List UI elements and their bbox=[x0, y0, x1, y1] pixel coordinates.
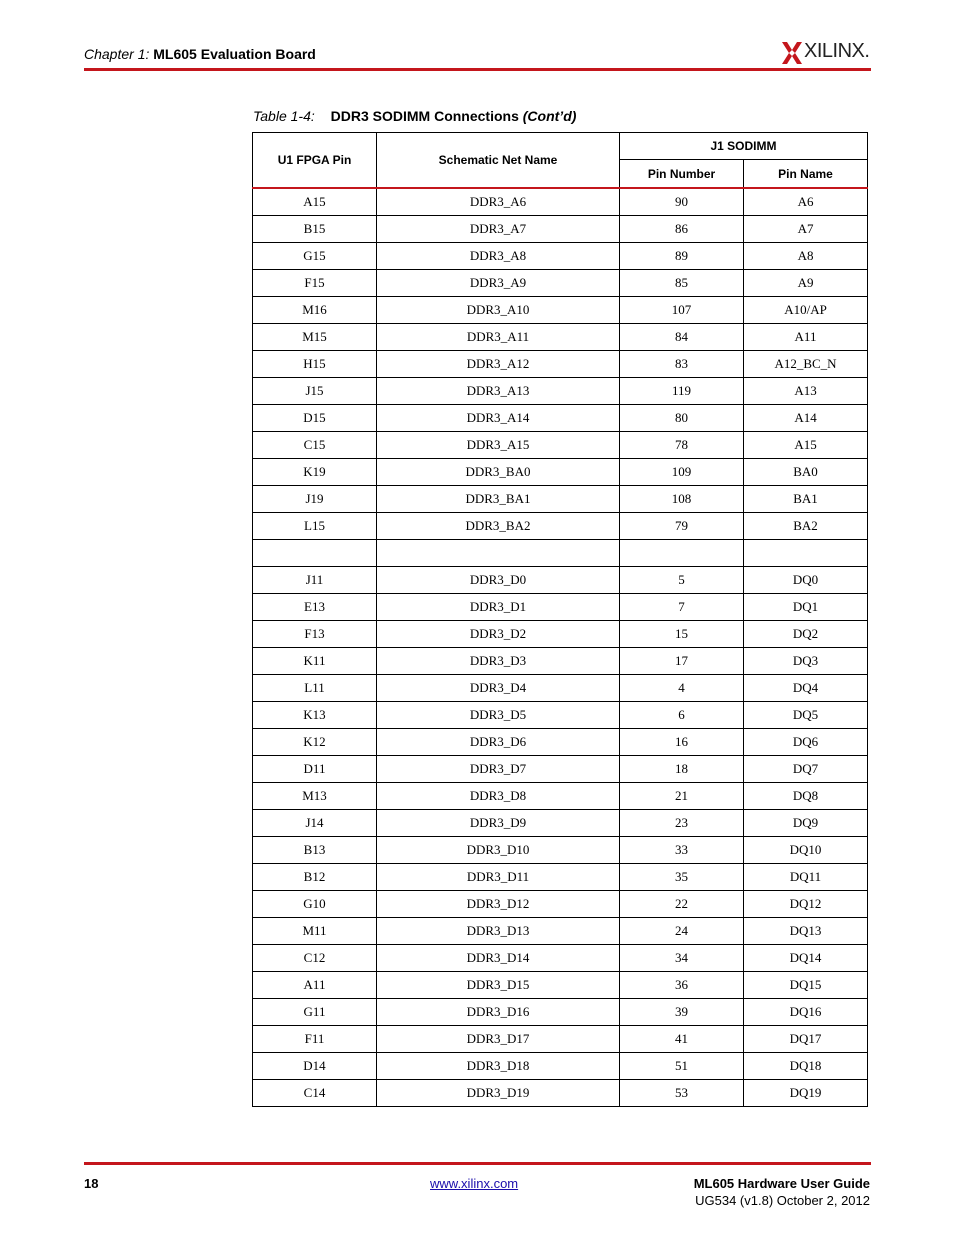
table-row bbox=[253, 891, 868, 918]
cell-pin-name: DQ13 bbox=[744, 918, 868, 945]
cell-pin-name: A7 bbox=[744, 216, 868, 243]
cell-pin-number: 41 bbox=[620, 1026, 744, 1053]
table-row bbox=[253, 216, 868, 243]
cell-pin-name: A8 bbox=[744, 243, 868, 270]
cell-net-name: DDR3_A9 bbox=[377, 270, 620, 297]
cell-net-name: DDR3_A6 bbox=[377, 188, 620, 216]
cell-net-name: DDR3_A13 bbox=[377, 378, 620, 405]
table-row bbox=[253, 432, 868, 459]
cell-fpga-pin: M13 bbox=[253, 783, 377, 810]
cell-fpga-pin: E13 bbox=[253, 594, 377, 621]
cell-fpga-pin: L11 bbox=[253, 675, 377, 702]
table-row bbox=[253, 621, 868, 648]
table-row bbox=[253, 351, 868, 378]
cell-net-name: DDR3_D16 bbox=[377, 999, 620, 1026]
cell-pin-number: 108 bbox=[620, 486, 744, 513]
cell-fpga-pin: J11 bbox=[253, 567, 377, 594]
col-header-group: J1 SODIMM bbox=[620, 133, 868, 160]
cell-pin-number: 33 bbox=[620, 837, 744, 864]
cell-pin-name: DQ8 bbox=[744, 783, 868, 810]
cell-pin-name: DQ18 bbox=[744, 1053, 868, 1080]
table-row bbox=[253, 864, 868, 891]
doc-revision: UG534 (v1.8) October 2, 2012 bbox=[695, 1193, 870, 1208]
cell-fpga-pin: D11 bbox=[253, 756, 377, 783]
cell-pin-number: 80 bbox=[620, 405, 744, 432]
cell-pin-number: 85 bbox=[620, 270, 744, 297]
cell-pin-number: 109 bbox=[620, 459, 744, 486]
cell-pin-name: DQ14 bbox=[744, 945, 868, 972]
cell-net-name: DDR3_D4 bbox=[377, 675, 620, 702]
cell-pin-number: 17 bbox=[620, 648, 744, 675]
chapter-heading bbox=[84, 46, 316, 62]
cell-pin-number: 83 bbox=[620, 351, 744, 378]
table-row bbox=[253, 783, 868, 810]
table-row bbox=[253, 675, 868, 702]
cell-fpga-pin: K12 bbox=[253, 729, 377, 756]
table-row bbox=[253, 594, 868, 621]
cell-pin-name: A15 bbox=[744, 432, 868, 459]
cell-net-name: DDR3_D12 bbox=[377, 891, 620, 918]
table-row bbox=[253, 945, 868, 972]
cell-fpga-pin: A15 bbox=[253, 188, 377, 216]
col-header-pin-number: Pin Number bbox=[620, 160, 744, 189]
cell-pin-number: 51 bbox=[620, 1053, 744, 1080]
table-row bbox=[253, 297, 868, 324]
table-caption-title: DDR3 SODIMM Connections bbox=[330, 108, 519, 124]
table-row bbox=[253, 810, 868, 837]
cell-net-name: DDR3_D9 bbox=[377, 810, 620, 837]
ddr3-connections-table bbox=[252, 132, 868, 1107]
table-row bbox=[253, 540, 868, 567]
table-row bbox=[253, 1026, 868, 1053]
xilinx-logo bbox=[782, 40, 872, 66]
cell-fpga-pin: C15 bbox=[253, 432, 377, 459]
cell-fpga-pin: G11 bbox=[253, 999, 377, 1026]
cell-pin-number: 35 bbox=[620, 864, 744, 891]
cell-pin-number: 16 bbox=[620, 729, 744, 756]
table-caption-label: Table 1-4: bbox=[253, 108, 315, 124]
table-row bbox=[253, 999, 868, 1026]
cell-pin-name: A14 bbox=[744, 405, 868, 432]
table-caption bbox=[253, 108, 576, 124]
cell-pin-name: A9 bbox=[744, 270, 868, 297]
cell-pin-name: DQ12 bbox=[744, 891, 868, 918]
cell-pin-number: 22 bbox=[620, 891, 744, 918]
cell-pin-name: DQ1 bbox=[744, 594, 868, 621]
cell-net-name: DDR3_D19 bbox=[377, 1080, 620, 1107]
cell-pin-name: BA2 bbox=[744, 513, 868, 540]
cell-net-name bbox=[377, 540, 620, 567]
cell-net-name: DDR3_D15 bbox=[377, 972, 620, 999]
cell-net-name: DDR3_A7 bbox=[377, 216, 620, 243]
cell-net-name: DDR3_D1 bbox=[377, 594, 620, 621]
cell-pin-name: DQ2 bbox=[744, 621, 868, 648]
table-row bbox=[253, 188, 868, 216]
cell-fpga-pin: K11 bbox=[253, 648, 377, 675]
cell-fpga-pin: D15 bbox=[253, 405, 377, 432]
cell-pin-name: DQ15 bbox=[744, 972, 868, 999]
cell-pin-name: BA1 bbox=[744, 486, 868, 513]
cell-pin-name: DQ10 bbox=[744, 837, 868, 864]
col-header-fpga-pin: U1 FPGA Pin bbox=[253, 133, 377, 189]
cell-net-name: DDR3_A14 bbox=[377, 405, 620, 432]
cell-pin-number: 86 bbox=[620, 216, 744, 243]
table-row bbox=[253, 459, 868, 486]
cell-fpga-pin: C12 bbox=[253, 945, 377, 972]
cell-net-name: DDR3_BA2 bbox=[377, 513, 620, 540]
cell-net-name: DDR3_BA1 bbox=[377, 486, 620, 513]
cell-pin-name: DQ6 bbox=[744, 729, 868, 756]
cell-net-name: DDR3_D14 bbox=[377, 945, 620, 972]
table-caption-cont: (Cont’d) bbox=[522, 108, 577, 124]
cell-fpga-pin: H15 bbox=[253, 351, 377, 378]
table-row bbox=[253, 756, 868, 783]
table-row bbox=[253, 324, 868, 351]
cell-net-name: DDR3_D2 bbox=[377, 621, 620, 648]
cell-fpga-pin: J14 bbox=[253, 810, 377, 837]
cell-pin-number: 21 bbox=[620, 783, 744, 810]
cell-pin-number: 39 bbox=[620, 999, 744, 1026]
cell-pin-number: 4 bbox=[620, 675, 744, 702]
cell-net-name: DDR3_D13 bbox=[377, 918, 620, 945]
cell-fpga-pin: L15 bbox=[253, 513, 377, 540]
table-row bbox=[253, 405, 868, 432]
cell-net-name: DDR3_A11 bbox=[377, 324, 620, 351]
cell-net-name: DDR3_D8 bbox=[377, 783, 620, 810]
table-row bbox=[253, 1080, 868, 1107]
cell-pin-number: 84 bbox=[620, 324, 744, 351]
cell-pin-number: 18 bbox=[620, 756, 744, 783]
cell-pin-number: 15 bbox=[620, 621, 744, 648]
col-header-net-name: Schematic Net Name bbox=[377, 133, 620, 189]
cell-fpga-pin: K19 bbox=[253, 459, 377, 486]
cell-pin-name: DQ9 bbox=[744, 810, 868, 837]
cell-fpga-pin: M15 bbox=[253, 324, 377, 351]
cell-net-name: DDR3_D7 bbox=[377, 756, 620, 783]
cell-fpga-pin: J15 bbox=[253, 378, 377, 405]
cell-fpga-pin: A11 bbox=[253, 972, 377, 999]
cell-pin-number: 23 bbox=[620, 810, 744, 837]
cell-pin-number: 36 bbox=[620, 972, 744, 999]
cell-pin-number bbox=[620, 540, 744, 567]
cell-fpga-pin: K13 bbox=[253, 702, 377, 729]
cell-fpga-pin: F15 bbox=[253, 270, 377, 297]
cell-net-name: DDR3_A8 bbox=[377, 243, 620, 270]
table-body bbox=[253, 188, 868, 1107]
cell-fpga-pin: F13 bbox=[253, 621, 377, 648]
header-rule bbox=[84, 68, 871, 71]
cell-fpga-pin: C14 bbox=[253, 1080, 377, 1107]
cell-pin-name: DQ0 bbox=[744, 567, 868, 594]
doc-title: ML605 Hardware User Guide bbox=[693, 1176, 870, 1191]
cell-net-name: DDR3_D3 bbox=[377, 648, 620, 675]
cell-pin-number: 90 bbox=[620, 188, 744, 216]
cell-pin-number: 6 bbox=[620, 702, 744, 729]
cell-net-name: DDR3_A10 bbox=[377, 297, 620, 324]
page-number: 18 bbox=[84, 1176, 99, 1191]
cell-pin-name: DQ11 bbox=[744, 864, 868, 891]
cell-fpga-pin: G15 bbox=[253, 243, 377, 270]
cell-pin-name: DQ4 bbox=[744, 675, 868, 702]
cell-pin-name: DQ7 bbox=[744, 756, 868, 783]
table-row bbox=[253, 270, 868, 297]
cell-net-name: DDR3_D10 bbox=[377, 837, 620, 864]
cell-pin-name: BA0 bbox=[744, 459, 868, 486]
cell-fpga-pin: M16 bbox=[253, 297, 377, 324]
cell-net-name: DDR3_A12 bbox=[377, 351, 620, 378]
cell-net-name: DDR3_D17 bbox=[377, 1026, 620, 1053]
cell-net-name: DDR3_D11 bbox=[377, 864, 620, 891]
cell-pin-name: DQ3 bbox=[744, 648, 868, 675]
table-row bbox=[253, 486, 868, 513]
cell-pin-name: DQ19 bbox=[744, 1080, 868, 1107]
cell-pin-name: A11 bbox=[744, 324, 868, 351]
table-row bbox=[253, 972, 868, 999]
cell-pin-name: DQ17 bbox=[744, 1026, 868, 1053]
cell-pin-name: DQ16 bbox=[744, 999, 868, 1026]
logo-wordmark: XILINX. bbox=[804, 40, 870, 62]
cell-pin-name: A10/AP bbox=[744, 297, 868, 324]
cell-pin-number: 78 bbox=[620, 432, 744, 459]
cell-fpga-pin: B12 bbox=[253, 864, 377, 891]
cell-net-name: DDR3_D5 bbox=[377, 702, 620, 729]
table-row bbox=[253, 513, 868, 540]
table-row bbox=[253, 918, 868, 945]
cell-net-name: DDR3_D6 bbox=[377, 729, 620, 756]
cell-fpga-pin: B15 bbox=[253, 216, 377, 243]
cell-fpga-pin: B13 bbox=[253, 837, 377, 864]
cell-pin-name: A12_BC_N bbox=[744, 351, 868, 378]
cell-pin-name bbox=[744, 540, 868, 567]
table-row bbox=[253, 702, 868, 729]
cell-pin-number: 89 bbox=[620, 243, 744, 270]
cell-pin-name: DQ5 bbox=[744, 702, 868, 729]
table-row bbox=[253, 378, 868, 405]
cell-net-name: DDR3_D18 bbox=[377, 1053, 620, 1080]
col-header-pin-name: Pin Name bbox=[744, 160, 868, 189]
table-row bbox=[253, 243, 868, 270]
table-row bbox=[253, 648, 868, 675]
cell-pin-number: 79 bbox=[620, 513, 744, 540]
cell-fpga-pin: D14 bbox=[253, 1053, 377, 1080]
cell-fpga-pin: M11 bbox=[253, 918, 377, 945]
cell-net-name: DDR3_D0 bbox=[377, 567, 620, 594]
footer-rule bbox=[84, 1162, 871, 1165]
table-row bbox=[253, 567, 868, 594]
cell-fpga-pin: G10 bbox=[253, 891, 377, 918]
cell-pin-number: 119 bbox=[620, 378, 744, 405]
website-link[interactable]: www.xilinx.com bbox=[430, 1176, 519, 1191]
cell-pin-number: 24 bbox=[620, 918, 744, 945]
cell-fpga-pin: J19 bbox=[253, 486, 377, 513]
cell-pin-number: 5 bbox=[620, 567, 744, 594]
cell-fpga-pin bbox=[253, 540, 377, 567]
cell-net-name: DDR3_BA0 bbox=[377, 459, 620, 486]
xilinx-x-icon bbox=[782, 42, 802, 64]
cell-fpga-pin: F11 bbox=[253, 1026, 377, 1053]
cell-pin-number: 7 bbox=[620, 594, 744, 621]
cell-pin-number: 107 bbox=[620, 297, 744, 324]
cell-pin-number: 53 bbox=[620, 1080, 744, 1107]
cell-pin-name: A6 bbox=[744, 188, 868, 216]
table-row bbox=[253, 837, 868, 864]
cell-pin-number: 34 bbox=[620, 945, 744, 972]
cell-pin-name: A13 bbox=[744, 378, 868, 405]
cell-net-name: DDR3_A15 bbox=[377, 432, 620, 459]
chapter-title: ML605 Evaluation Board bbox=[153, 46, 316, 62]
table-row bbox=[253, 729, 868, 756]
chapter-label: Chapter 1: bbox=[84, 46, 150, 62]
table-row bbox=[253, 1053, 868, 1080]
